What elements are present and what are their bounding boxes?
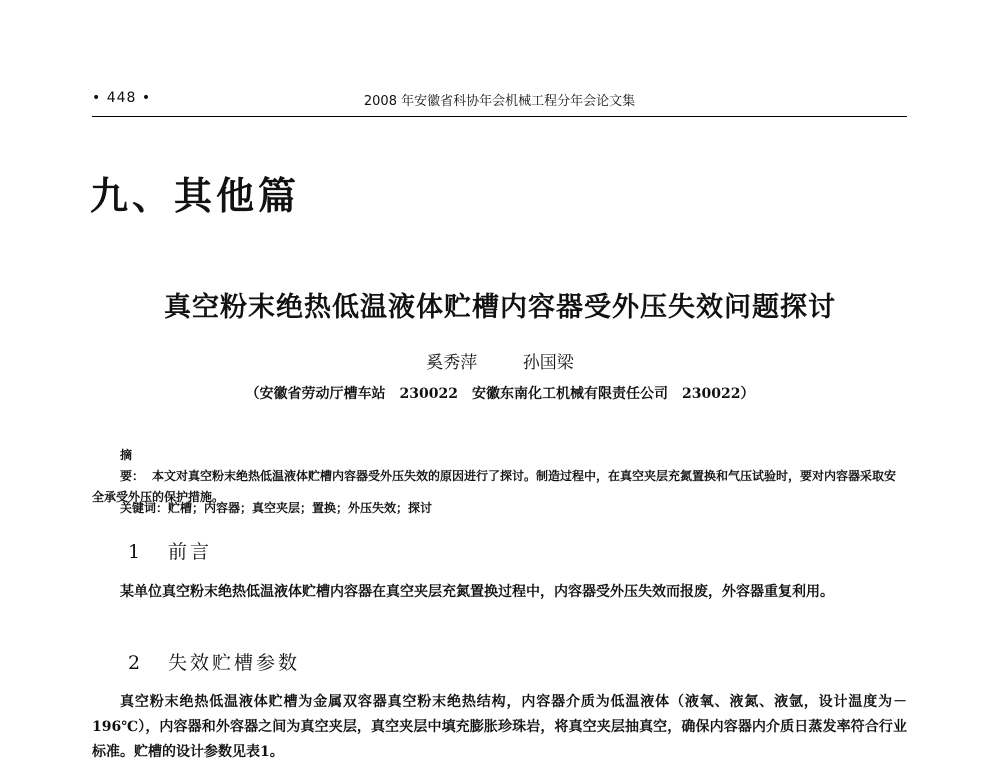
section-title: 前言 [168,541,213,563]
running-header [92,90,907,116]
section-paragraph-1: 某单位真空粉末绝热低温液体贮槽内容器在真空夹层充氮置换过程中，内容器受外压失效而报废，外容器重复利用。 [120,584,834,600]
paper-title: 真空粉末绝热低温液体贮槽内容器受外压失效问题探讨 [164,292,836,323]
header-rule [92,116,907,117]
authors: 奚秀萍 孙国梁 [426,353,574,373]
section-heading-1 [128,537,212,564]
keywords-label: 关键词： [120,501,169,515]
section-heading-2 [128,648,300,675]
abstract-label: 摘 要： [120,448,145,483]
section-title: 失效贮槽参数 [168,652,301,674]
keywords [120,499,910,516]
affiliation: （安徽省劳动厅槽车站 230022 安徽东南化工机械有限责任公司 230022） [245,386,755,402]
section-banner: 九、其他篇 [90,174,301,218]
section-number: 2 [128,652,144,674]
page-number: • 448 • [92,90,152,106]
abstract-text: 本文对真空粉末绝热低温液体贮槽内容器受外压失效的原因进行了探讨。制造过程中，在真空夹层充氮置换和气压试验时，要对内容器采取安全承受外压的保护措施。 [92,469,897,504]
keywords-text: 贮槽；内容器；真空夹层；置换；外压失效；探讨 [168,501,433,515]
section-paragraph-2: 真空粉末绝热低温液体贮槽为金属双容器真空粉末绝热结构，内容器介质为低温液体（液氧、液氮、液氩，设计温度为－196℃），内容器和外容器之间为真空夹层，真空夹层中填充膨胀珍珠岩，将真空夹层抽真空，确保内容器内介质日蒸发率符合行业标准。贮槽的设计参数见表1。 [92,694,907,760]
journal-title: 2008 年安徽省科协年会机械工程分年会论文集 [363,94,636,109]
section-number: 1 [128,541,144,563]
